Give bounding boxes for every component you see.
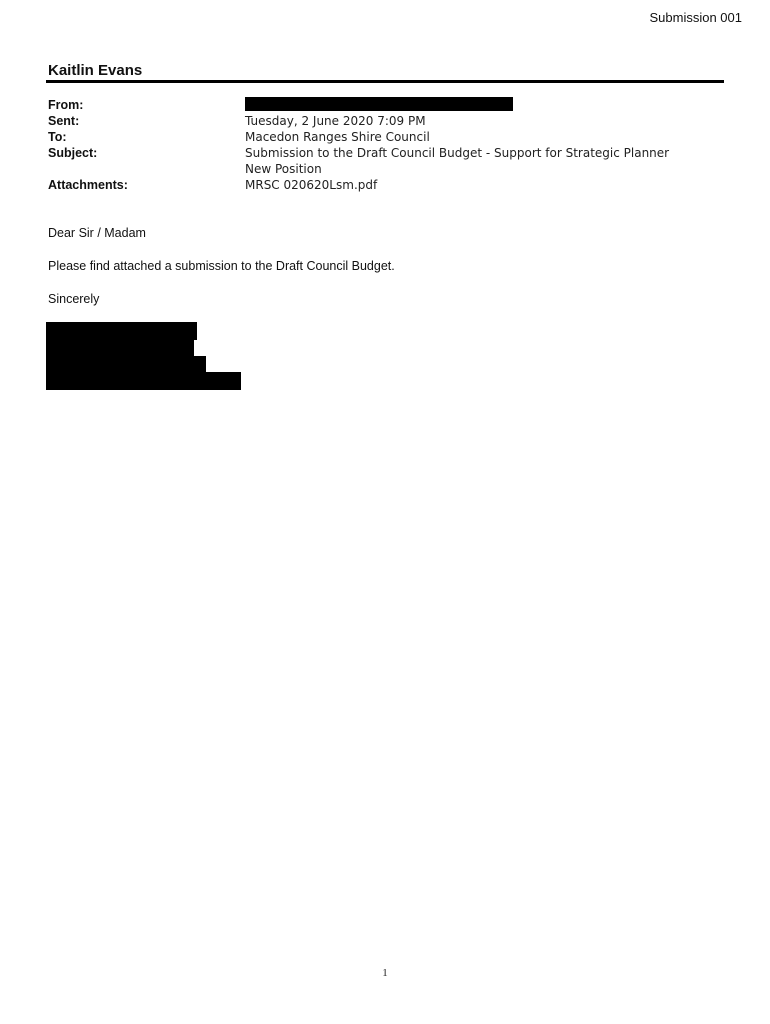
to-label: To: (48, 130, 67, 144)
redaction-bar (46, 338, 194, 358)
sent-row (48, 113, 688, 129)
sender-name-heading: Kaitlin Evans (48, 62, 143, 79)
sent-value: Tuesday, 2 June 2020 7:09 PM (245, 114, 426, 128)
redacted-signature-block (46, 322, 246, 392)
subject-value: Submission to the Draft Council Budget - Support for Strategic Planner New Position (245, 146, 670, 176)
to-value: Macedon Ranges Shire Council (245, 130, 430, 144)
attachments-row (48, 177, 688, 193)
attachments-label: Attachments: (48, 178, 128, 192)
header-divider (46, 80, 724, 83)
email-message: Please find attached a submission to the Draft Council Budget. (48, 259, 395, 273)
email-greeting: Dear Sir / Madam (48, 226, 146, 240)
redaction-bar (46, 372, 241, 390)
subject-label: Subject: (48, 146, 98, 160)
page-number: 1 (382, 967, 388, 979)
submission-number-label: Submission 001 (649, 10, 742, 25)
subject-row (48, 145, 688, 177)
from-label: From: (48, 98, 84, 112)
email-metadata-table (48, 97, 688, 193)
sent-label: Sent: (48, 114, 80, 128)
to-row (48, 129, 688, 145)
from-row (48, 97, 688, 113)
redacted-sender-address (245, 97, 513, 111)
attachment-filename[interactable]: MRSC 020620Lsm.pdf (245, 178, 378, 192)
from-value (245, 97, 688, 111)
email-closing: Sincerely (48, 292, 100, 306)
